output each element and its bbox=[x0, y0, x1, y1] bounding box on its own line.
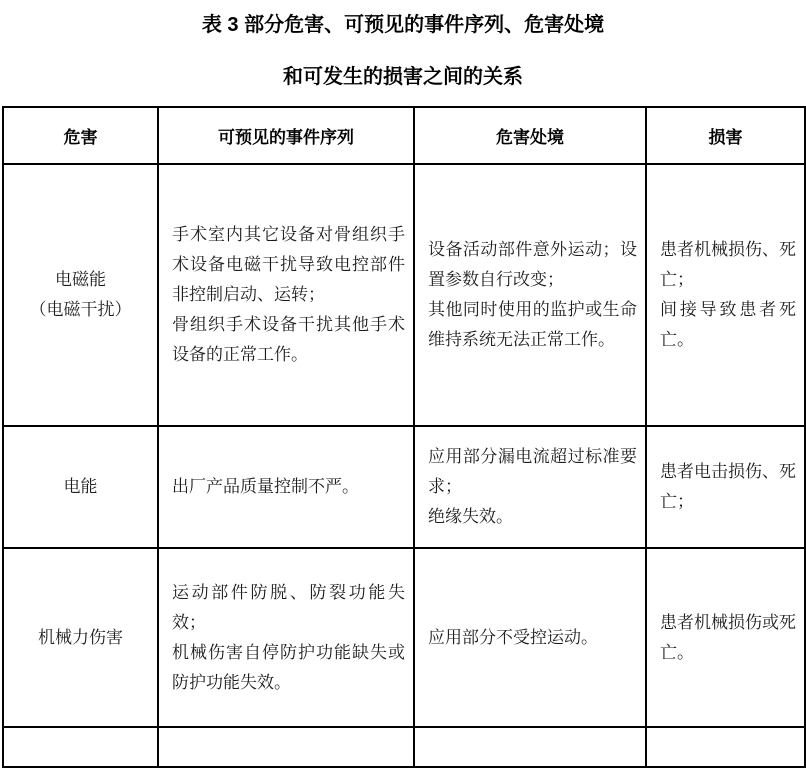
cell-hazardous-situation bbox=[414, 164, 646, 426]
sequence-paragraph: 手术室内其它设备对骨组织手术设备电磁干扰导致电控部件非控制启动、运转； bbox=[172, 225, 405, 305]
situation-paragraph: 应用部分漏电流超过标准要求； bbox=[428, 447, 637, 497]
table-title-line1: 表 3 部分危害、可预见的事件序列、危害处境 bbox=[201, 14, 605, 36]
sequence-paragraph: 出厂产品质量控制不严。 bbox=[172, 477, 359, 497]
sequence-paragraph: 机械伤害自停防护功能缺失或防护功能失效。 bbox=[172, 642, 405, 693]
hazard-label-line: 机械力伤害 bbox=[38, 627, 123, 648]
cell-hazard bbox=[3, 164, 158, 426]
harm-paragraph: 间接导致患者死亡。 bbox=[660, 300, 796, 350]
cell-foreseeable-sequence bbox=[158, 426, 414, 548]
situation-paragraph: 其他同时使用的监护或生命维持系统无法正常工作。 bbox=[428, 300, 637, 350]
table-header-row bbox=[3, 107, 805, 164]
cell-hazardous-situation-empty bbox=[414, 727, 646, 767]
cell-harm bbox=[646, 426, 805, 548]
hazard-label-line: 电能 bbox=[63, 477, 98, 497]
cell-foreseeable-sequence-empty bbox=[158, 727, 414, 767]
table-row-partial-clipped bbox=[3, 727, 805, 767]
cell-hazardous-situation bbox=[414, 426, 646, 548]
harm-paragraph: 患者机械损伤或死亡。 bbox=[660, 612, 796, 663]
cell-hazardous-situation bbox=[414, 548, 646, 727]
cell-hazard-empty bbox=[3, 727, 158, 767]
cell-foreseeable-sequence bbox=[158, 548, 414, 727]
cell-foreseeable-sequence bbox=[158, 164, 414, 426]
sequence-paragraph: 运动部件防脱、防裂功能失效； bbox=[172, 582, 405, 633]
situation-paragraph: 绝缘失效。 bbox=[428, 507, 513, 527]
harm-paragraph: 患者机械损伤、死亡； bbox=[660, 240, 796, 290]
harm-paragraph: 患者电击损伤、死亡； bbox=[660, 462, 796, 512]
table-row-electrical bbox=[3, 426, 805, 548]
situation-paragraph: 应用部分不受控运动。 bbox=[428, 627, 598, 648]
cell-hazard bbox=[3, 548, 158, 727]
header-foreseeable-sequence: 可预见的事件序列 bbox=[158, 107, 414, 164]
cell-hazard bbox=[3, 426, 158, 548]
cell-harm bbox=[646, 164, 805, 426]
table-title bbox=[0, 0, 806, 89]
cell-harm bbox=[646, 548, 805, 727]
table-title-line2: 和可发生的损害之间的关系 bbox=[283, 66, 523, 88]
situation-paragraph: 设备活动部件意外运动；设置参数自行改变； bbox=[428, 240, 637, 290]
table-row-mechanical bbox=[3, 548, 805, 727]
header-hazardous-situation: 危害处境 bbox=[414, 107, 646, 164]
hazard-relationship-table bbox=[2, 106, 806, 768]
table-row-electromagnetic bbox=[3, 164, 805, 426]
header-harm: 损害 bbox=[646, 107, 805, 164]
sequence-paragraph: 骨组织手术设备干扰其他手术设备的正常工作。 bbox=[172, 315, 405, 365]
header-hazard: 危害 bbox=[3, 107, 158, 164]
hazard-label-line: （电磁干扰） bbox=[29, 300, 132, 320]
cell-harm-empty bbox=[646, 727, 805, 767]
hazard-label-line: 电磁能 bbox=[55, 270, 106, 290]
